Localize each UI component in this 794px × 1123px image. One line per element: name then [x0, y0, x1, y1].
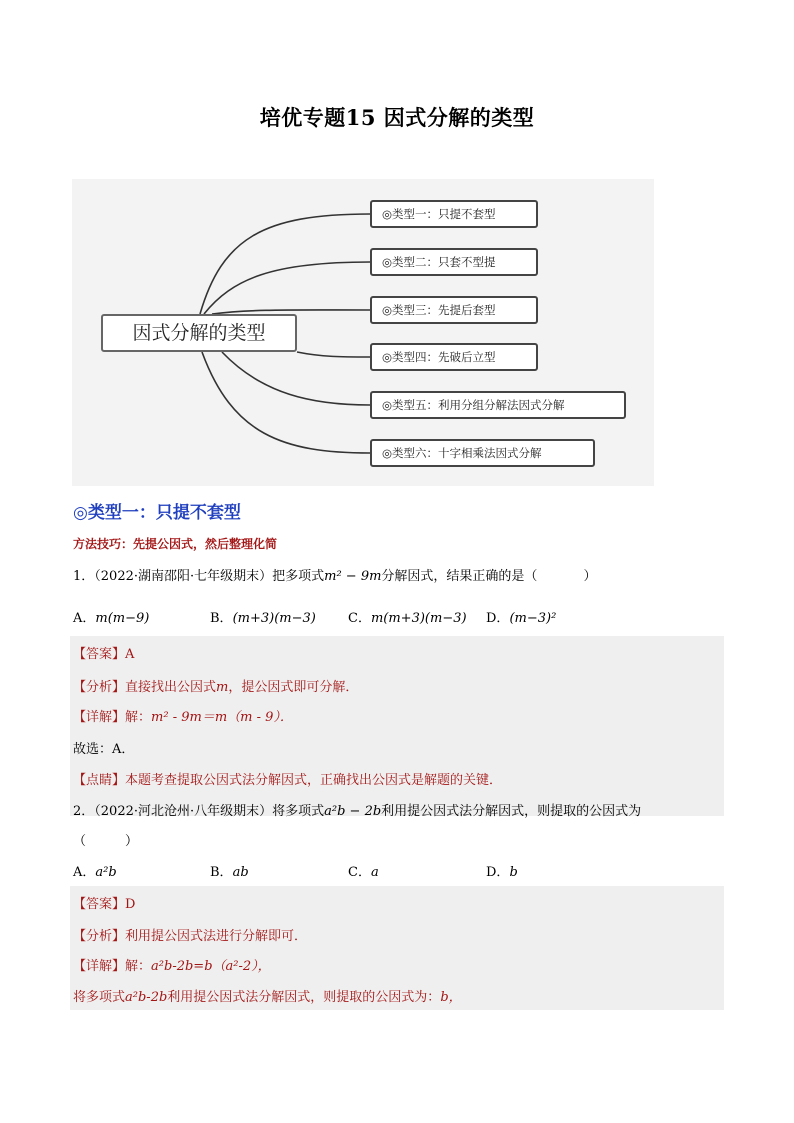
- question-1-option-a: [73, 607, 149, 626]
- mindmap-branch-6: ◎类型六：十字相乘法因式分解: [370, 439, 595, 467]
- question-2-option-d: [486, 861, 518, 880]
- question-1-option-b: [210, 607, 316, 626]
- option-value: a²b: [95, 865, 117, 880]
- option-label: B．: [210, 611, 233, 626]
- mindmap-root-node: 因式分解的类型: [101, 314, 297, 352]
- question-1-text-c: ）: [583, 569, 597, 584]
- option-value: (m−3)²: [509, 611, 557, 626]
- question-2-analysis: [73, 925, 307, 944]
- question-2-answer: [73, 893, 135, 912]
- question-1-expression: m² − 9m: [324, 569, 382, 584]
- question-1-answer: [73, 643, 134, 662]
- question-2-detail: [73, 955, 271, 974]
- question-1-comment: [73, 769, 502, 788]
- detail-expression: m² - 9m＝m（m - 9）．: [151, 710, 293, 725]
- option-label: B．: [210, 865, 233, 880]
- analysis-text-b: ，提公因式即可分解．: [228, 680, 359, 695]
- option-value: m(m+3)(m−3): [370, 611, 467, 626]
- question-2-option-c: [348, 861, 379, 880]
- question-2-text-b: 利用提公因式法分解因式，则提取的公因式为: [381, 804, 642, 819]
- option-label: A．: [73, 865, 96, 880]
- question-1-detail: [73, 706, 293, 725]
- detail-text: 解：: [125, 710, 152, 725]
- answer-value: D: [125, 897, 136, 912]
- detail-text: 解：: [125, 959, 152, 974]
- question-1-option-c: [348, 607, 467, 626]
- comment-tag: 【点睛】: [73, 773, 126, 788]
- comment-text: 本题考查提取公因式法分解因式，正确找出公因式是解题的关键．: [125, 773, 503, 788]
- analysis-tag: 【分析】: [73, 929, 126, 944]
- option-value: ab: [232, 865, 249, 880]
- page-title: 培优专题15 因式分解的类型: [259, 105, 535, 130]
- option-value: a: [370, 865, 379, 880]
- question-2-blank: （ ）: [73, 834, 139, 849]
- mindmap-branch-2: ◎类型二：只套不型提: [370, 248, 538, 276]
- detail-tag: 【详解】: [73, 710, 126, 725]
- mindmap-branch-3: ◎类型三：先提后套型: [370, 296, 538, 324]
- question-1-option-d: [486, 607, 556, 626]
- option-value: m(m−9): [95, 611, 150, 626]
- question-2-stem: [73, 800, 641, 819]
- mindmap-branch-5: ◎类型五：利用分组分解法因式分解: [370, 391, 626, 419]
- option-label: C．: [348, 611, 371, 626]
- method-tip: 方法技巧：先提公因式，然后整理化简: [73, 537, 278, 551]
- analysis-text-a: 直接找出公因式: [125, 680, 217, 695]
- question-2-conclusion: [73, 986, 462, 1005]
- conclusion-expression: a²b-2b: [125, 990, 168, 1005]
- conclusion-text-a: 将多项式: [73, 990, 126, 1005]
- question-1-solution-panel: [70, 636, 724, 816]
- mindmap-branch-4: ◎类型四：先破后立型: [370, 343, 538, 371]
- question-2-text-a: 2．（2022·河北沧州·八年级期末）将多项式: [73, 804, 325, 819]
- option-label: C．: [348, 865, 371, 880]
- question-1-text-a: 1．（2022·湖南邵阳·七年级期末）把多项式: [73, 569, 325, 584]
- section-heading: ◎类型一：只提不套型: [73, 503, 241, 523]
- detail-tag: 【详解】: [73, 959, 126, 974]
- analysis-text: 利用提公因式法进行分解即可．: [125, 929, 308, 944]
- option-label: D．: [486, 611, 510, 626]
- answer-tag: 【答案】: [73, 897, 126, 912]
- option-label: D．: [486, 865, 510, 880]
- question-1-analysis: [73, 676, 358, 695]
- analysis-variable: m: [216, 680, 229, 695]
- question-1-text-b: 分解因式，结果正确的是（: [381, 569, 538, 584]
- option-value: b: [509, 865, 518, 880]
- conclusion-value: b，: [440, 990, 462, 1005]
- question-1-stem: [73, 565, 596, 584]
- option-value: (m+3)(m−3): [232, 611, 316, 626]
- answer-tag: 【答案】: [73, 647, 126, 662]
- option-label: A．: [73, 611, 96, 626]
- answer-value: A: [125, 647, 135, 662]
- conclusion-text-b: 利用提公因式法分解因式，则提取的公因式为：: [167, 990, 441, 1005]
- question-2-option-a: [73, 861, 117, 880]
- mindmap-figure: [72, 179, 654, 486]
- detail-expression: a²b-2b=b（a²-2），: [151, 959, 271, 974]
- question-1-choose: 故选：A．: [73, 742, 135, 757]
- mindmap-branch-1: ◎类型一：只提不套型: [370, 200, 538, 228]
- analysis-tag: 【分析】: [73, 680, 126, 695]
- question-2-expression: a²b − 2b: [324, 804, 382, 819]
- question-2-option-b: [210, 861, 249, 880]
